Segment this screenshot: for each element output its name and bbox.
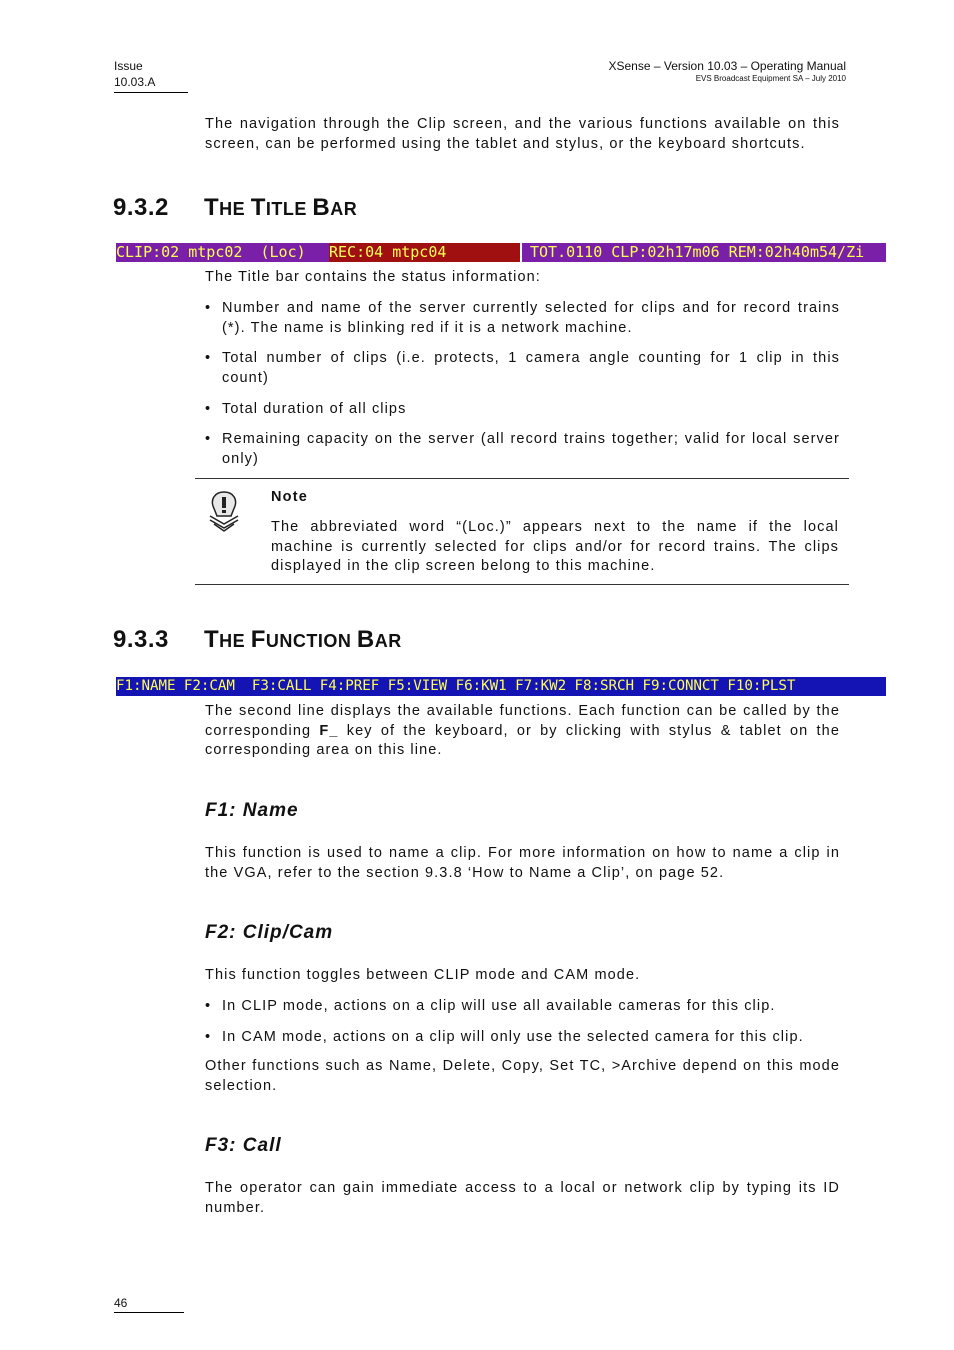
list-item: • Remaining capacity on the server (all record trains together; valid for local server only) (205, 431, 840, 467)
title-bar-screenshot (116, 243, 886, 262)
section-heading-title-bar: 9.3.2 THE TITLE BAR (113, 194, 358, 221)
manual-title: XSense – Version 10.03 – Operating Manual (608, 59, 846, 73)
note-top-rule (195, 478, 849, 479)
note-bottom-rule (195, 584, 849, 585)
company-line: EVS Broadcast Equipment SA – July 2010 (695, 74, 846, 83)
f1-text: This function is used to name a clip. For more information on how to name a clip in the VGA, refer to the section 9.3.8 ‘How to Name a Clip’, on page 52. (205, 845, 840, 881)
intro-paragraph: The navigation through the Clip screen, and the various functions available on this screen, can be performed using the tablet and stylus, or the keyboard shortcuts. (205, 116, 840, 152)
bullet-icon: • (205, 1029, 212, 1045)
list-item: • In CLIP mode, actions on a clip will use all available cameras for this clip. (205, 997, 840, 1017)
f2-text: This function toggles between CLIP mode and CAM mode. (205, 967, 641, 983)
list-item: • Total duration of all clips (205, 400, 840, 420)
issue-number: 10.03.A (114, 75, 156, 89)
page-number: 46 (114, 1296, 128, 1310)
f2-heading: F2: Clip/Cam (205, 922, 334, 943)
issue-label: Issue (114, 59, 143, 73)
f1-heading: F1: Name (205, 800, 299, 821)
bullet-icon: • (205, 300, 212, 316)
bullet-icon: • (205, 350, 212, 366)
section-number: 9.3.3 (113, 626, 169, 653)
f3-heading: F3: Call (205, 1135, 282, 1156)
footer-rule (114, 1310, 184, 1313)
bullet-icon: • (205, 401, 212, 417)
function-bar-description: The second line displays the available functions. Each function can be called by the corresponding F_ key of the keyboard, or by clicking with stylus & tablet on the corresponding area on this line. (205, 703, 840, 758)
list-item: • Number and name of the server currently selected for clips and for record trains (*). The name is blinking red if it is a network machine. (205, 300, 840, 336)
f2-after-text: Other functions such as Name, Delete, Copy, Set TC, >Archive depend on this mode selection. (205, 1058, 840, 1094)
list-item: • In CAM mode, actions on a clip will only use the selected camera for this clip. (205, 1028, 840, 1048)
note-heading: Note (271, 489, 309, 505)
title-bar-lead: The Title bar contains the status information: (205, 269, 541, 285)
note-text: The abbreviated word “(Loc.)” appears next to the name if the local machine is currently selected for clips and/or for record trains. The clips displayed in the clip screen belong to this machine. (271, 519, 839, 574)
header-rule (114, 90, 188, 93)
title-bar-clip-segment: CLIP:02 mtpc02 (Loc) (116, 243, 329, 262)
header-issue (114, 58, 188, 93)
f3-text: The operator can gain immediate access to a local or network clip by typing its ID number. (205, 1180, 840, 1216)
function-bar-screenshot: F1:NAME F2:CAM F3:CALL F4:PREF F5:VIEW F6:KW1 F7:KW2 F8:SRCH F9:CONNCT F10:PLST (116, 677, 886, 696)
title-bar-rec-segment: REC:04 mtpc04 (329, 243, 520, 262)
footer (114, 1296, 184, 1313)
bullet-icon: • (205, 998, 212, 1014)
header-title (609, 58, 847, 84)
title-bar-tot-segment: TOT.0110 CLP:02h17m06 REM:02h40m54/Zi (522, 243, 886, 262)
section-heading-function-bar: 9.3.3 THE FUNCTION BAR (113, 626, 402, 653)
bullet-icon: • (205, 431, 212, 447)
section-number: 9.3.2 (113, 194, 169, 221)
function-key: F_ (319, 722, 339, 739)
note-warning-icon (205, 490, 243, 534)
list-item: • Total number of clips (i.e. protects, 1 camera angle counting for 1 clip in this count) (205, 350, 840, 386)
